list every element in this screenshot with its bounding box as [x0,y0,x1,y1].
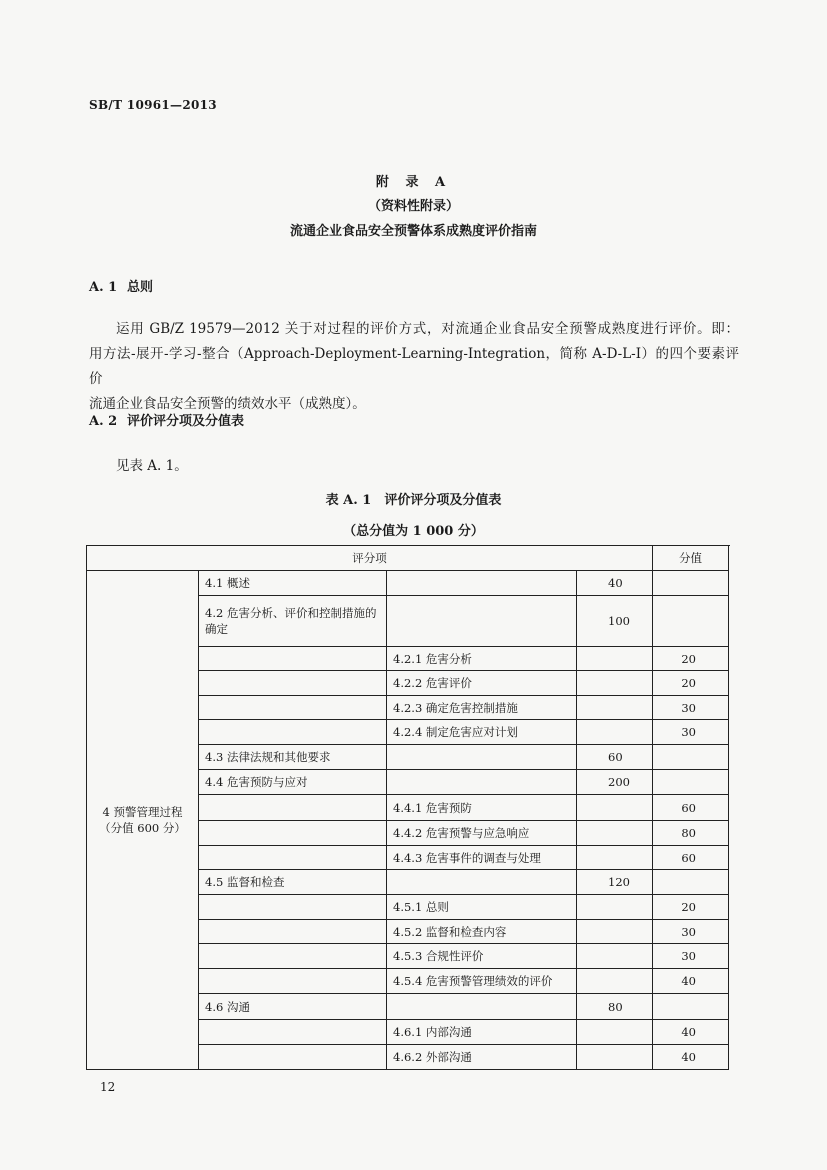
level2-score [577,1045,653,1070]
level2-item [199,1045,387,1070]
level2-item: 4.3 法律法规和其他要求 [199,745,387,770]
level2-item: 4.1 概述 [199,571,387,596]
level2-score [577,1020,653,1045]
level3-score: 20 [653,895,729,920]
level2-score [577,821,653,846]
level3-item: 4.5.2 监督和检查内容 [387,920,577,944]
level2-item: 4.4 危害预防与应对 [199,770,387,795]
level3-score: 30 [653,720,729,745]
section-a1-title: 总则 [127,280,154,295]
level3-item [387,596,577,647]
level2-score [577,920,653,944]
group-label: 4 预警管理过程 [102,805,183,819]
section-a1-number: A. 1 [89,280,118,295]
level3-score: 30 [653,696,729,720]
level2-item: 4.2 危害分析、评价和控制措施的确定 [199,596,387,647]
level3-item [387,571,577,596]
section-a1-line-3: 流通企业食品安全预警的绩效水平（成熟度）。 [89,396,366,412]
score-table [86,545,729,1070]
table-subcaption: （总分值为 1 000 分） [343,524,484,539]
level2-item: 4.5 监督和检查 [199,870,387,895]
section-a2-title: 评价评分项及分值表 [127,414,245,429]
standard-code: SB/T 10961—2013 [89,98,217,112]
level3-score [653,770,729,795]
level3-item: 4.2.4 制定危害应对计划 [387,720,577,745]
level2-item [199,821,387,846]
level2-item [199,671,387,696]
level3-score [653,571,729,596]
level3-score: 20 [653,671,729,696]
level3-item [387,870,577,895]
level3-item: 4.5.1 总则 [387,895,577,920]
level3-score: 20 [653,647,729,671]
level3-item: 4.6.2 外部沟通 [387,1045,577,1070]
level3-item: 4.2.3 确定危害控制措施 [387,696,577,720]
score-table-body [87,546,729,1070]
appendix-name: 流通企业食品安全预警体系成熟度评价指南 [289,224,537,239]
table-caption: 表 A. 1 评价评分项及分值表 [325,493,502,508]
group-score: （分值 600 分） [99,821,186,835]
level2-score [577,944,653,969]
level3-score: 40 [653,969,729,994]
level3-item: 4.4.3 危害事件的调查与处理 [387,846,577,870]
level2-item [199,846,387,870]
level3-score: 60 [653,846,729,870]
table-header-row [87,546,729,571]
group-cell [87,571,199,1070]
level2-score: 60 [577,745,653,770]
level3-score [653,994,729,1020]
header-item: 评分项 [87,546,653,571]
level3-score: 60 [653,795,729,821]
section-a1-heading [89,276,153,295]
level2-item [199,696,387,720]
level2-score: 40 [577,571,653,596]
level2-item: 4.6 沟通 [199,994,387,1020]
level3-item: 4.4.2 危害预警与应急响应 [387,821,577,846]
appendix-subtitle: （资料性附录） [367,199,459,214]
level3-score: 30 [653,944,729,969]
level3-item: 4.2.1 危害分析 [387,647,577,671]
page-number: 12 [100,1080,116,1094]
section-a2-paragraph [89,454,739,479]
level3-score: 30 [653,920,729,944]
level3-item [387,994,577,1020]
section-a2-text: 见表 A. 1。 [116,458,188,474]
level3-item: 4.5.3 合规性评价 [387,944,577,969]
level3-item: 4.5.4 危害预警管理绩效的评价 [387,969,577,994]
level3-item [387,770,577,795]
level2-item [199,720,387,745]
level2-score: 100 [577,596,653,647]
appendix-title: 附 录 A [375,175,452,190]
level3-score: 40 [653,1020,729,1045]
level3-score: 80 [653,821,729,846]
level2-score: 120 [577,870,653,895]
section-a1-paragraph [89,317,739,417]
level3-item: 4.4.1 危害预防 [387,795,577,821]
level2-item [199,1020,387,1045]
level2-score [577,696,653,720]
level2-score [577,647,653,671]
level2-item [199,969,387,994]
section-a1-line-2: 用方法-展开-学习-整合（Approach-Deployment-Learning-Integration，简称 A-D-L-I）的四个要素评价 [89,346,739,387]
level2-score [577,720,653,745]
level2-item [199,647,387,671]
level2-score [577,846,653,870]
level2-score [577,895,653,920]
level2-score [577,671,653,696]
section-a2-heading [89,410,244,429]
table-row [87,571,729,596]
level2-item [199,944,387,969]
level3-score [653,745,729,770]
level2-score: 80 [577,994,653,1020]
header-score: 分值 [653,546,729,571]
section-a1-line-1: 运用 GB/Z 19579—2012 关于对过程的评价方式，对流通企业食品安全预警成熟度进行评价。即： [116,321,739,337]
level2-item [199,795,387,821]
level3-score [653,596,729,647]
section-a2-number: A. 2 [89,414,118,429]
level2-item [199,920,387,944]
level2-score [577,795,653,821]
level2-score: 200 [577,770,653,795]
level3-item: 4.2.2 危害评价 [387,671,577,696]
level3-item: 4.6.1 内部沟通 [387,1020,577,1045]
level2-item [199,895,387,920]
level3-item [387,745,577,770]
level2-score [577,969,653,994]
level3-score: 40 [653,1045,729,1070]
level3-score [653,870,729,895]
